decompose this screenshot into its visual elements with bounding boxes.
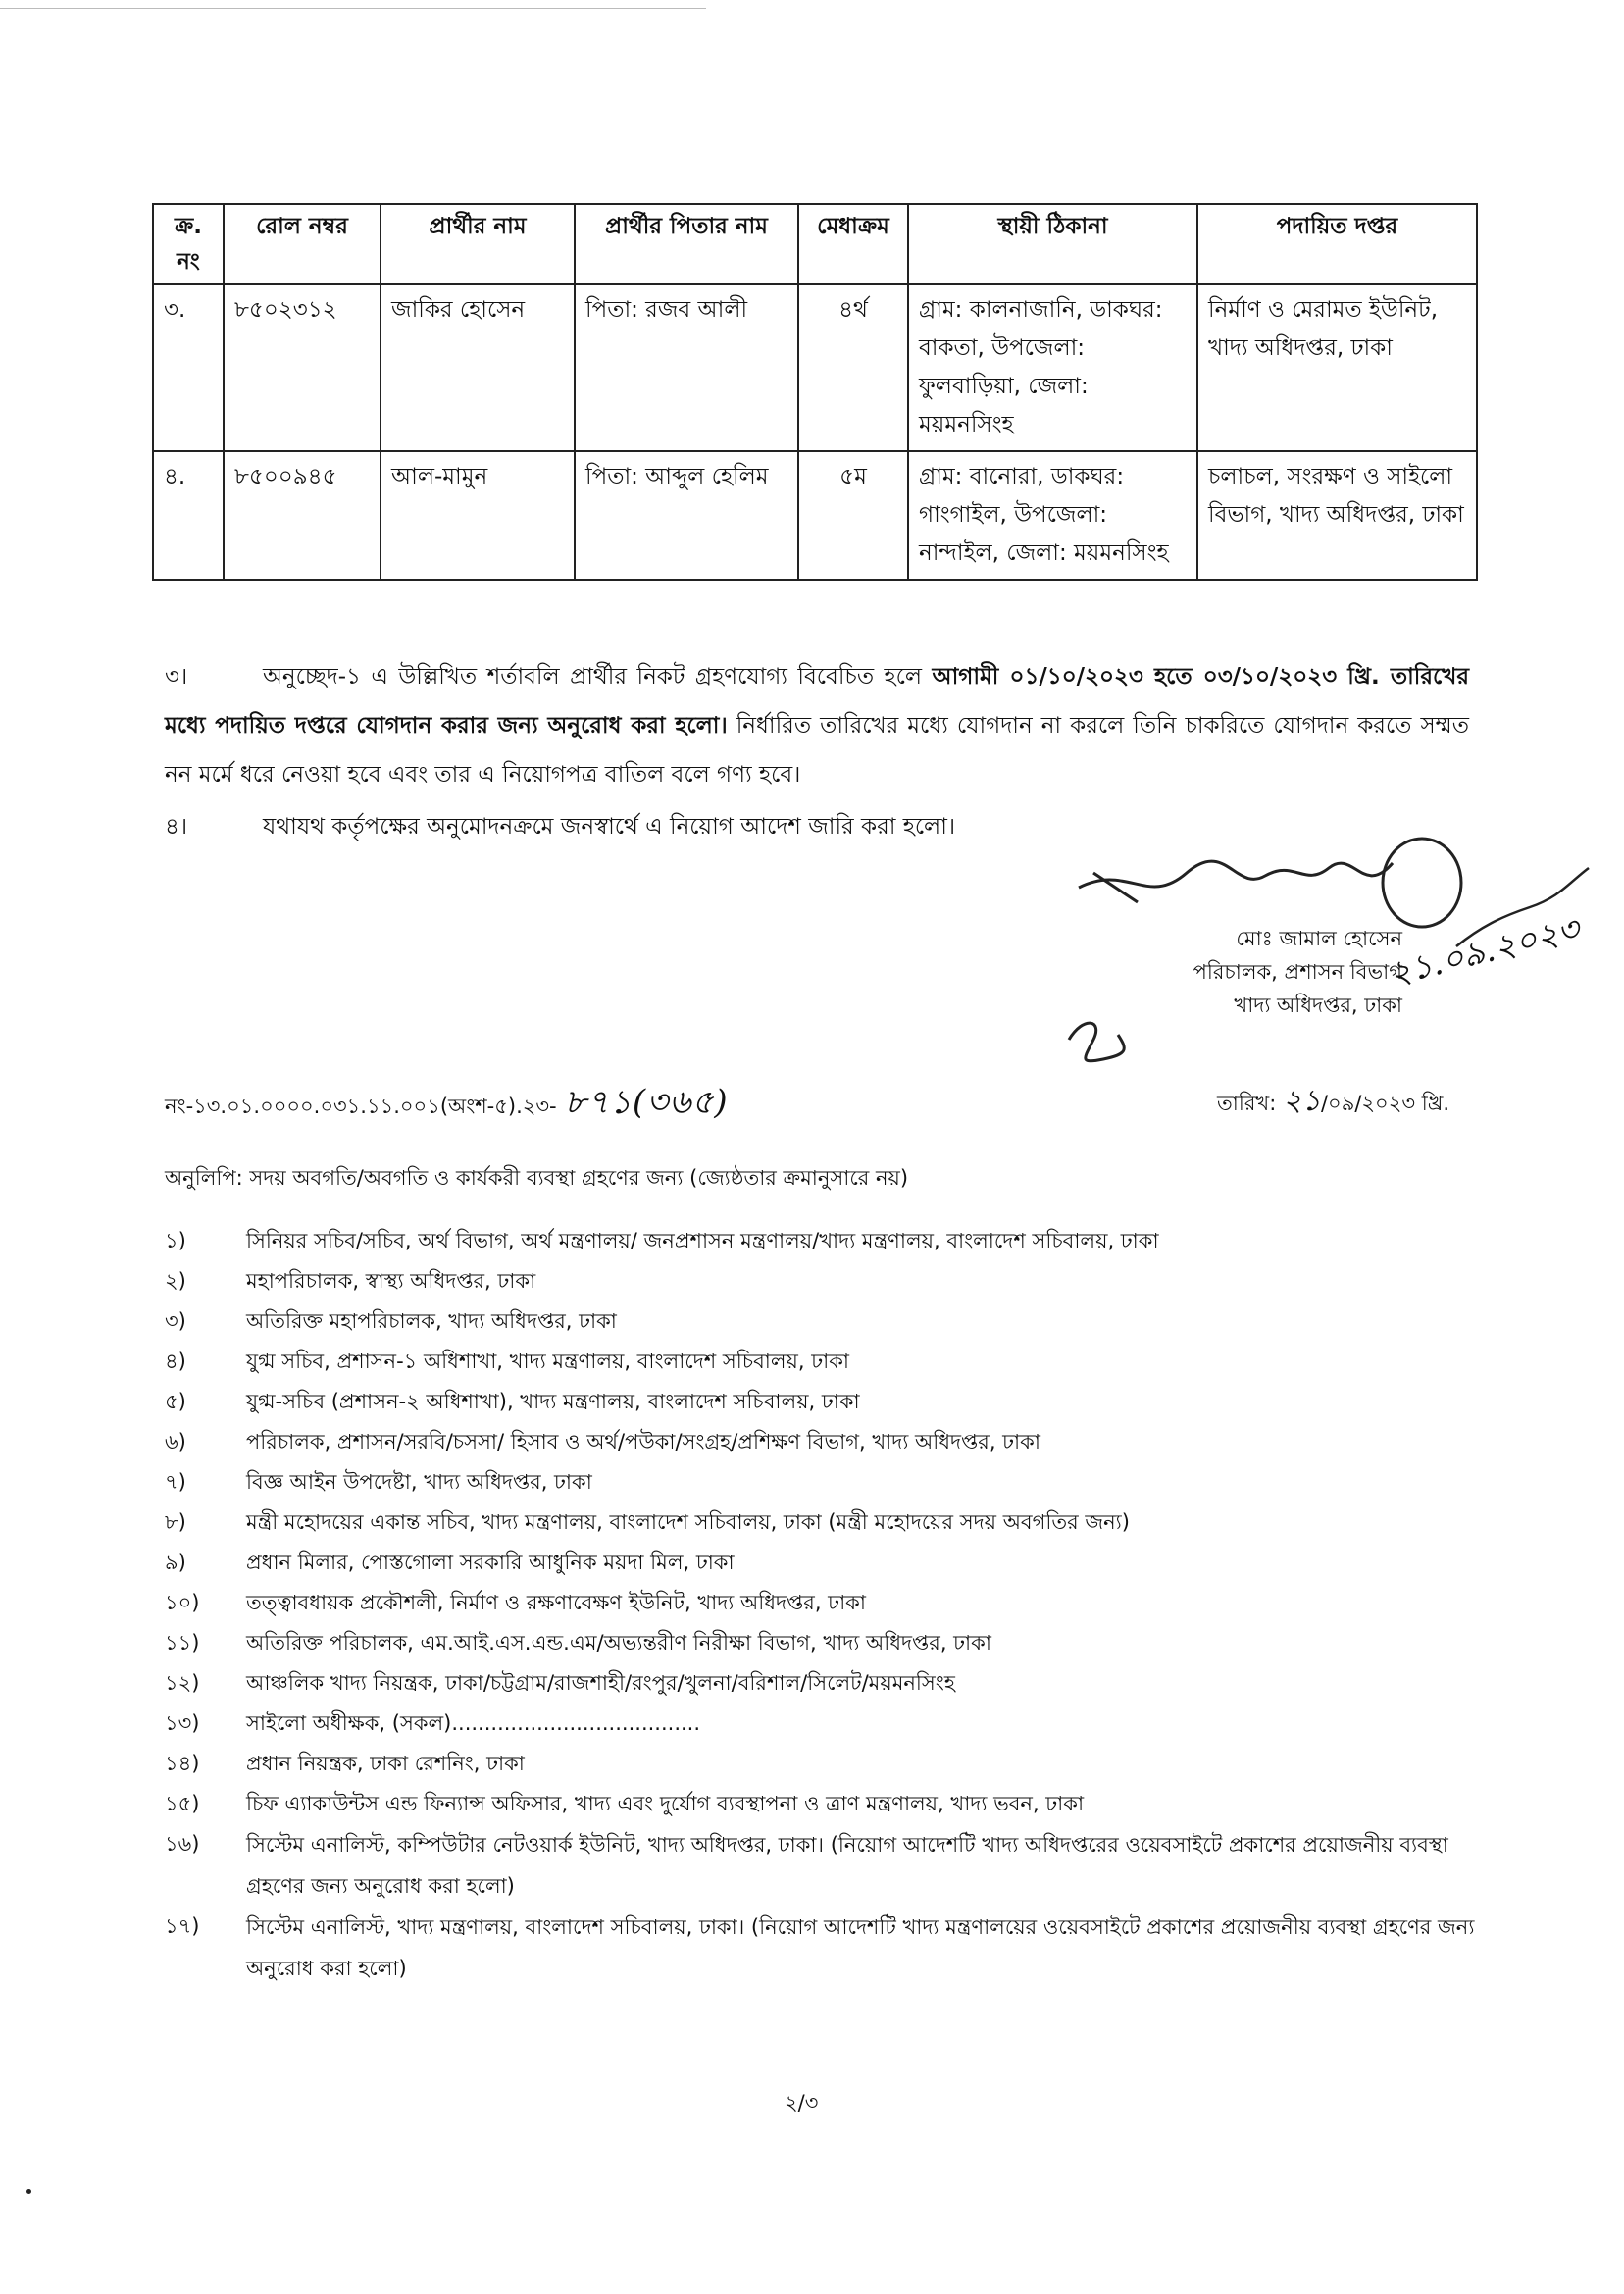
header-serial: ক্র. নং [153, 204, 224, 284]
cell-father: পিতা: রজব আলী [575, 284, 798, 451]
list-item [165, 1784, 1479, 1824]
list-item-number: ৭) [165, 1470, 186, 1494]
list-item-number: ৩) [165, 1309, 186, 1333]
memo-handwritten-number: ৮৭১(৩৬৫) [564, 1083, 729, 1122]
header-name: প্রার্থীর নাম [381, 204, 575, 284]
table-row [153, 284, 1477, 451]
memo-date [1217, 1077, 1449, 1127]
paragraph-3-bold: আগামী ০১/১০/২০২৩ হতে ০৩/১০/২০২৩ খ্রি. তারিখের মধ্যে পদায়িত দপ্তরে যোগদান করার জন্য অনুরোধ করা হলো। [165, 664, 1470, 739]
list-item [165, 1221, 1479, 1261]
table-row [153, 451, 1477, 580]
cell-address: গ্রাম: বানোরা, ডাকঘর: গাংগাইল, উপজেলা: নান্দাইল, জেলা: ময়মনসিংহ [908, 451, 1197, 580]
list-item-text: যুগ্ম-সচিব (প্রশাসন-২ অধিশাখা), খাদ্য মন্ত্রণালয়, বাংলাদেশ সচিবালয়, ঢাকা [246, 1390, 860, 1413]
list-item-number: ৮) [165, 1510, 186, 1534]
list-item [165, 1583, 1479, 1623]
list-item-text: সিস্টেম এনালিস্ট, কম্পিউটার নেটওয়ার্ক ইউনিট, খাদ্য অধিদপ্তর, ঢাকা। (নিয়োগ আদেশটি খাদ্য অধিদপ্তরের ওয়েবসাইটে প্রকাশের প্রয়োজনীয় ব্যবস্থা গ্রহণের জন্য অনুরোধ করা হলো) [246, 1833, 1448, 1898]
list-item-text: পরিচালক, প্রশাসন/সরবি/চসসা/ হিসাব ও অর্থ/পউকা/সংগ্রহ/প্রশিক্ষণ বিভাগ, খাদ্য অধিদপ্তর, ঢাকা [246, 1430, 1040, 1453]
list-item-number: ১০) [165, 1591, 200, 1614]
cell-merit: ৪র্থ [798, 284, 908, 451]
list-item [165, 1261, 1479, 1301]
list-item [165, 1342, 1479, 1382]
list-item-text: সাইলো অধীক্ষক, (সকল)...................................... [246, 1711, 701, 1735]
copy-to-title: অনুলিপি: সদয় অবগতি/অবগতি ও কার্যকরী ব্যবস্থা গ্রহণের জন্য (জ্যেষ্ঠতার ক্রমানুসারে নয়) [165, 1166, 909, 1190]
list-item-text: মহাপরিচালক, স্বাস্থ্য অধিদপ্তর, ঢাকা [246, 1269, 536, 1293]
cell-office: চলাচল, সংরক্ষণ ও সাইলো বিভাগ, খাদ্য অধিদপ্তর, ঢাকা [1197, 451, 1477, 580]
list-item [165, 1744, 1479, 1784]
cell-name: জাকির হোসেন [381, 284, 575, 451]
stray-mark [26, 2189, 31, 2194]
list-item-text: বিজ্ঞ আইন উপদেষ্টা, খাদ্য অধিদপ্তর, ঢাকা [246, 1470, 592, 1494]
cell-office: নির্মাণ ও মেরামত ইউনিট, খাদ্য অধিদপ্তর, ঢাকা [1197, 284, 1477, 451]
date-handwritten-day: ২১ [1282, 1084, 1321, 1118]
list-item-number: ১৬) [165, 1832, 200, 1856]
date-rest: /০৯/২০২৩ খ্রি. [1320, 1092, 1449, 1115]
cell-merit: ৫ম [798, 451, 908, 580]
header-roll: রোল নম্বর [224, 204, 381, 284]
header-address: স্থায়ী ঠিকানা [908, 204, 1197, 284]
paragraph-4-text: যথাযথ কর্তৃপক্ষের অনুমোদনক্রমে জনস্বার্থে এ নিয়োগ আদেশ জারি করা হলো। [263, 814, 956, 840]
list-item-text: চিফ এ্যাকাউন্টস এন্ড ফিন্যান্স অফিসার, খাদ্য এবং দুর্যোগ ব্যবস্থাপনা ও ত্রাণ মন্ত্রণালয়, খাদ্য ভবন, ঢাকা [246, 1792, 1085, 1815]
list-item [165, 1704, 1479, 1744]
cell-name: আল-মামুন [381, 451, 575, 580]
table-header-row [153, 204, 1477, 284]
list-item-number: ১২) [165, 1671, 200, 1695]
list-item-number: ১৩) [165, 1711, 200, 1735]
signature-date: ২১.০৯.২০২৩ [1385, 908, 1584, 994]
paragraph-3-number: ৩। [165, 664, 188, 689]
header-merit: মেধাক্রম [798, 204, 908, 284]
list-item-number: ৪) [165, 1350, 186, 1373]
signatory-office: খাদ্য অধিদপ্তর, ঢাকা [1234, 994, 1402, 1017]
top-rule [0, 8, 706, 9]
list-item-text: মন্ত্রী মহোদয়ের একান্ত সচিব, খাদ্য মন্ত্রণালয়, বাংলাদেশ সচিবালয়, ঢাকা (মন্ত্রী মহোদয়ের সদয় অবগতির জন্য) [246, 1510, 1130, 1534]
list-item-number: ১১) [165, 1631, 200, 1655]
cell-address: গ্রাম: কালনাজানি, ডাকঘর: বাকতা, উপজেলা: ফুলবাড়িয়া, জেলা: ময়মনসিংহ [908, 284, 1197, 451]
list-item-text: সিস্টেম এনালিস্ট, খাদ্য মন্ত্রণালয়, বাংলাদেশ সচিবালয়, ঢাকা। (নিয়োগ আদেশটি খাদ্য মন্ত্রণালয়ের ওয়েবসাইটে প্রকাশের প্রয়োজনীয় ব্যবস্থা গ্রহণের জন্য অনুরোধ করা হলো) [246, 1915, 1475, 1980]
paragraph-4-number: ৪। [165, 814, 188, 840]
cell-serial: ৩. [153, 284, 224, 451]
cell-serial: ৪. [153, 451, 224, 580]
list-item-text: অতিরিক্ত পরিচালক, এম.আই.এস.এন্ড.এম/অভ্যন্তরীণ নিরীক্ষা বিভাগ, খাদ্য অধিদপ্তর, ঢাকা [246, 1631, 991, 1655]
list-item-text: তত্ত্বাবধায়ক প্রকৌশলী, নির্মাণ ও রক্ষণাবেক্ষণ ইউনিট, খাদ্য অধিদপ্তর, ঢাকা [246, 1591, 866, 1614]
paragraph-3-text-b: নির্ধারিত তারিখের মধ্যে যোগদান না করলে তিনি চাকরিতে যোগদান করতে সম্মত নন মর্মে ধরে নেওয়া হবে এবং তার এ নিয়োগপত্র বাতিল বলে গণ্য হবে। [165, 713, 1469, 788]
list-item-number: ৬) [165, 1430, 186, 1453]
list-item-number: ৯) [165, 1551, 186, 1574]
list-item-text: প্রধান মিলার, পোস্তগোলা সরকারি আধুনিক ময়দা মিল, ঢাকা [246, 1551, 735, 1574]
list-item [165, 1503, 1479, 1543]
list-item-text: যুগ্ম সচিব, প্রশাসন-১ অধিশাখা, খাদ্য মন্ত্রণালয়, বাংলাদেশ সচিবালয়, ঢাকা [246, 1350, 849, 1373]
memo-number-text: নং-১৩.০১.০০০০.০৩১.১১.০০১(অংশ-৫).২৩- [165, 1095, 557, 1118]
cell-roll: ৮৫০০৯৪৫ [224, 451, 381, 580]
signatory-block [1108, 922, 1402, 1022]
list-item-text: সিনিয়র সচিব/সচিব, অর্থ বিভাগ, অর্থ মন্ত্রণালয়/ জনপ্রশাসন মন্ত্রণালয়/খাদ্য মন্ত্রণালয়, বাংলাদেশ সচিবালয়, ঢাকা [246, 1229, 1159, 1252]
list-item [165, 1907, 1479, 1989]
list-item [165, 1824, 1479, 1907]
list-item [165, 1301, 1479, 1342]
list-item-number: ১৫) [165, 1792, 200, 1815]
page-number: ২/৩ [785, 2091, 819, 2115]
list-item-text: প্রধান নিয়ন্ত্রক, ঢাকা রেশনিং, ঢাকা [246, 1752, 525, 1775]
initial-mark [1059, 1010, 1138, 1079]
date-label: তারিখ: [1217, 1092, 1277, 1115]
list-item [165, 1663, 1479, 1704]
list-item [165, 1543, 1479, 1583]
list-item [165, 1462, 1479, 1503]
header-father: প্রার্থীর পিতার নাম [575, 204, 798, 284]
list-item-text: আঞ্চলিক খাদ্য নিয়ন্ত্রক, ঢাকা/চট্টগ্রাম/রাজশাহী/রংপুর/খুলনা/বরিশাল/সিলেট/ময়মনসিংহ [246, 1671, 955, 1695]
list-item [165, 1382, 1479, 1422]
list-item-number: ১৭) [165, 1914, 200, 1938]
copy-to-list [165, 1221, 1479, 1989]
memo-number [165, 1077, 729, 1133]
list-item-number: ১) [165, 1229, 186, 1252]
signatory-name: মোঃ জামাল হোসেন [1236, 927, 1402, 950]
list-item-number: ৫) [165, 1390, 186, 1413]
list-item [165, 1422, 1479, 1462]
cell-father: পিতা: আব্দুল হেলিম [575, 451, 798, 580]
cell-roll: ৮৫০২৩১২ [224, 284, 381, 451]
paragraph-3 [165, 652, 1469, 799]
list-item-number: ২) [165, 1269, 186, 1293]
candidate-table [152, 203, 1478, 581]
list-item-text: অতিরিক্ত মহাপরিচালক, খাদ্য অধিদপ্তর, ঢাকা [246, 1309, 617, 1333]
list-item [165, 1623, 1479, 1663]
signatory-designation: পরিচালক, প্রশাসন বিভাগ [1193, 960, 1402, 984]
header-office: পদায়িত দপ্তর [1197, 204, 1477, 284]
list-item-number: ১৪) [165, 1752, 200, 1775]
paragraph-3-text-a: অনুচ্ছেদ-১ এ উল্লিখিত শর্তাবলি প্রার্থীর নিকট গ্রহণযোগ্য বিবেচিত হলে [263, 664, 922, 689]
